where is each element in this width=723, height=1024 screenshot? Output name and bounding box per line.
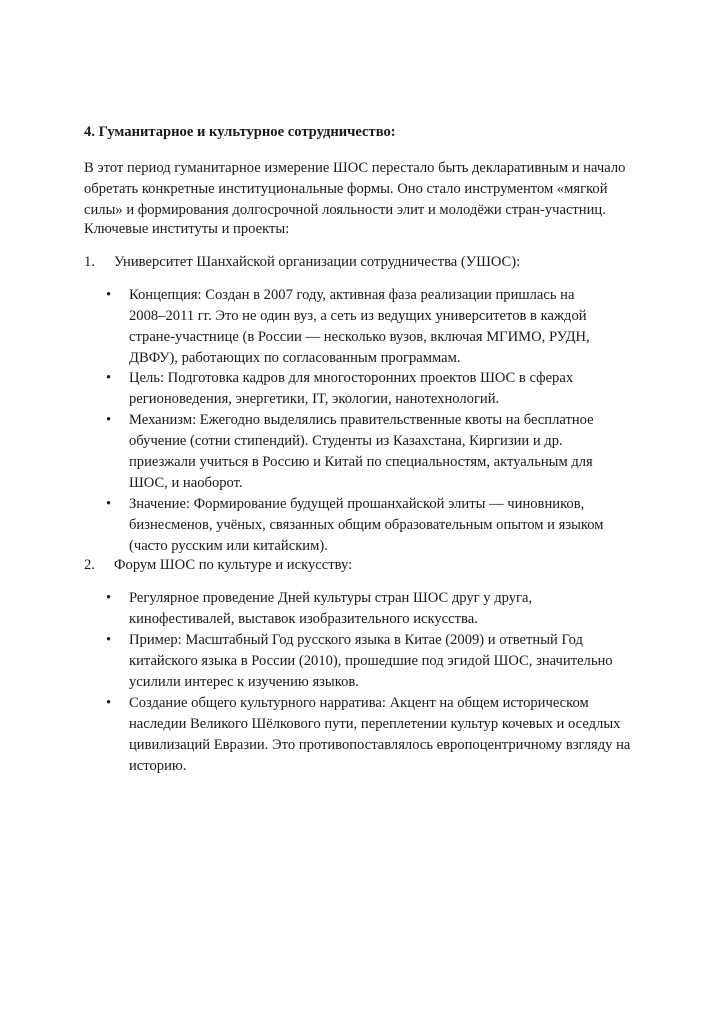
bullet-line: Регулярное проведение Дней культуры стран ШОС друг у друга, [129, 590, 533, 606]
bullet-line: 2008–2011 гг. Это не один вуз, а сеть из ведущих университетов в каждой [129, 308, 587, 324]
item-number: 1. [84, 254, 95, 270]
bullet-line: цивилизаций Евразии. Это противопоставлялось европоцентричному взгляду на [129, 737, 631, 753]
section-heading: 4. Гуманитарное и культурное сотрудничество: [84, 124, 396, 140]
item-number: 2. [84, 557, 95, 573]
intro-line: В этот период гуманитарное измерение ШОС перестало быть декларативным и начало [84, 160, 626, 176]
item-title: Университет Шанхайской организации сотрудничества (УШОС): [114, 254, 521, 270]
bullet-marker: • [106, 695, 112, 711]
bullet-line: бизнесменов, учёных, связанных общим образовательным опытом и языком [129, 517, 604, 533]
bullet-line: Цель: Подготовка кадров для многосторонних проектов ШОС в сферах [129, 370, 574, 386]
item-title: Форум ШОС по культуре и искусству: [114, 557, 353, 573]
bullet-line: усилили интерес к изучению языков. [129, 674, 359, 690]
bullet-marker: • [106, 496, 112, 512]
bullet-line: (часто русским или китайским). [129, 538, 328, 554]
bullet-marker: • [106, 370, 112, 386]
intro-line: силы» и формирования долгосрочной лояльности элит и молодёжи стран-участниц. [84, 202, 606, 218]
bullet-line: Концепция: Создан в 2007 году, активная фаза реализации пришлась на [129, 287, 575, 303]
bullet-line: стране-участнице (в России — несколько вузов, включая МГИМО, РУДН, [129, 329, 590, 345]
numbered-item-title [84, 254, 520, 271]
bullet-line: ШОС, и наоборот. [129, 475, 243, 491]
bullet-line: Механизм: Ежегодно выделялись правительственные квоты на бесплатное [129, 412, 594, 428]
bullet-line: наследии Великого Шёлкового пути, переплетении культур кочевых и оседлых [129, 716, 621, 732]
intro-paragraph [84, 158, 644, 221]
bullet-line: китайского языка в России (2010), прошедшие под эгидой ШОС, значительно [129, 653, 613, 669]
bullet-line: регионоведения, энергетики, IT, экологии, нанотехнологий. [129, 391, 500, 407]
numbered-item-title [84, 557, 352, 574]
bullet-marker: • [106, 412, 112, 428]
bullet-marker: • [106, 287, 112, 303]
intro-line: обретать конкретные институциональные формы. Оно стало инструментом «мягкой [84, 181, 608, 197]
bullet-line: приезжали учиться в Россию и Китай по специальностям, актуальным для [129, 454, 593, 470]
bullet-line: обучение (сотни стипендий). Студенты из Казахстана, Киргизии и др. [129, 433, 563, 449]
bullet-marker: • [106, 590, 112, 606]
bullet-line: кинофестивалей, выставок изобразительного искусства. [129, 611, 478, 627]
bullet-line: Пример: Масштабный Год русского языка в Китае (2009) и ответный Год [129, 632, 583, 648]
bullet-line: Значение: Формирование будущей прошанхайской элиты — чиновников, [129, 496, 585, 512]
subheading: Ключевые институты и проекты: [84, 221, 290, 237]
bullet-line: ДВФУ), работающих по согласованным программам. [129, 350, 461, 366]
bullet-line: Создание общего культурного нарратива: Акцент на общем историческом [129, 695, 589, 711]
bullet-line: историю. [129, 758, 187, 774]
bullet-marker: • [106, 632, 112, 648]
